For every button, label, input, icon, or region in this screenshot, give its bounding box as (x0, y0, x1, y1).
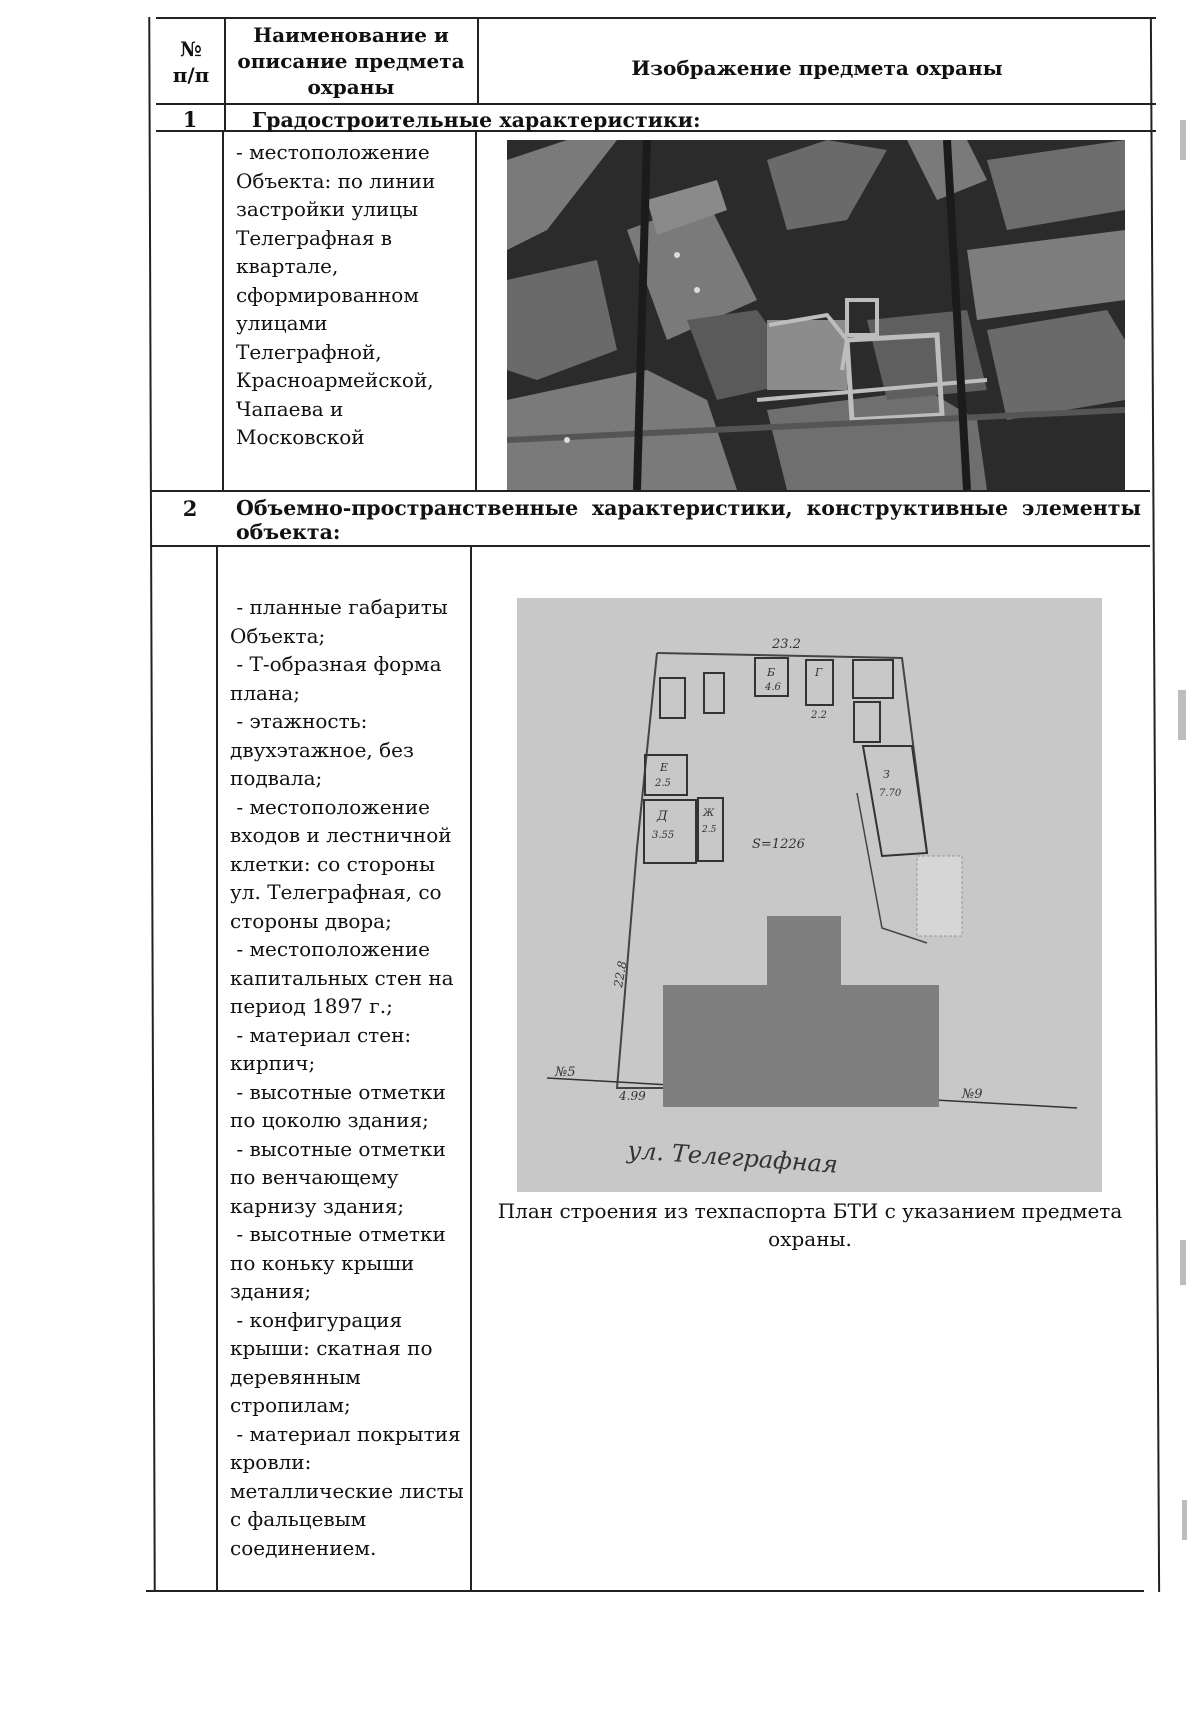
section2-title-line2: объекта: (236, 520, 341, 544)
plan-room-letter: Г (815, 666, 823, 679)
aerial-photo-icon (507, 140, 1125, 490)
plan-left-length: 22.8 (611, 959, 630, 989)
section1-title: Градостроительные характеристики: (252, 108, 701, 132)
aerial-photo (507, 140, 1125, 490)
scan-artifact (1180, 120, 1186, 160)
plan-room-size: 2.2 (811, 710, 827, 721)
header-image: Изображение предмета охраны (631, 56, 1003, 80)
floor-plan-caption: План строения из техпаспорта БТИ с указанием предмета охраны. (497, 1199, 1123, 1251)
plan-room-size: 2.5 (702, 825, 717, 835)
scan-artifact (1178, 690, 1186, 740)
section2-number: 2 (182, 496, 198, 521)
plan-right-neighbor: №9 (962, 1087, 983, 1102)
table-bottom-border (146, 1590, 1144, 1592)
plan-room-size: 2.5 (655, 778, 671, 789)
plan-room-letter: Д (657, 809, 668, 824)
floor-plan (517, 598, 1102, 1192)
section2-title-line1: Объемно-пространственные характеристики, конструктивные элементы (236, 496, 1141, 520)
plan-area: S=1226 (752, 837, 805, 852)
section2-description: - планные габариты Объекта; - Т-образная форма плана; - этажность: двухэтажное, без подвала; - местоположение входов и лестничной клетки: со стороны ул. Телеграфная, со стороны двора; - местоположение капитальных стен на период 1897 г.; - материал стен: кирпич; - высотные отметки по цоколю здания; - высотные отметки по венчающему карнизу здания; - высотные отметки по коньку крыши здания; - конфигурация крыши: скатная по деревянным стропилам; - материал покрытия кровли: металлические листы с фальцевым соединением. (230, 595, 464, 1560)
plan-bottom-left: 4.99 (619, 1089, 646, 1103)
plan-room-size: 7.70 (879, 788, 902, 799)
scan-artifact (1180, 1240, 1186, 1285)
header-number: № п/п (172, 37, 210, 87)
plan-dim-top: 23.2 (772, 637, 801, 652)
section1-number: 1 (182, 107, 198, 132)
plan-room-size: 3.55 (652, 830, 675, 841)
plan-room-letter: Е (660, 761, 669, 774)
column1-divider-lower (222, 130, 224, 492)
header-name: Наименование и описание предмета охраны (237, 23, 465, 99)
plan-street: ул. Телеграфная (626, 1136, 839, 1179)
column2-divider (477, 17, 479, 105)
plan-room-letter: Ж (703, 808, 715, 819)
plan-room-letter: З (883, 768, 890, 781)
column2-divider-mid (475, 130, 477, 492)
plan-room-letter: Б (767, 666, 776, 679)
section1-description: - местоположение Объекта: по линии застройки улицы Телеграфная в квартале, сформированном улицами Телеграфной, Красноармейской, Чапаева и Московской (236, 140, 436, 449)
plan-room-size: 4.6 (765, 682, 781, 693)
table-top-border (156, 17, 1156, 19)
floor-plan-drawing-icon (517, 598, 1102, 1192)
column1-divider (224, 17, 226, 132)
column1-divider-bottom (216, 545, 218, 1592)
table-left-border (148, 17, 155, 1592)
plan-left-neighbor: №5 (555, 1065, 576, 1080)
column2-divider-bottom (470, 545, 472, 1592)
header-bottom-border (156, 103, 1156, 105)
scan-artifact (1182, 1500, 1187, 1540)
table-right-border (1150, 17, 1160, 1592)
section1-bottom-border (150, 490, 1150, 492)
section2-title-border (150, 545, 1150, 547)
protected-building-base (663, 985, 939, 1107)
